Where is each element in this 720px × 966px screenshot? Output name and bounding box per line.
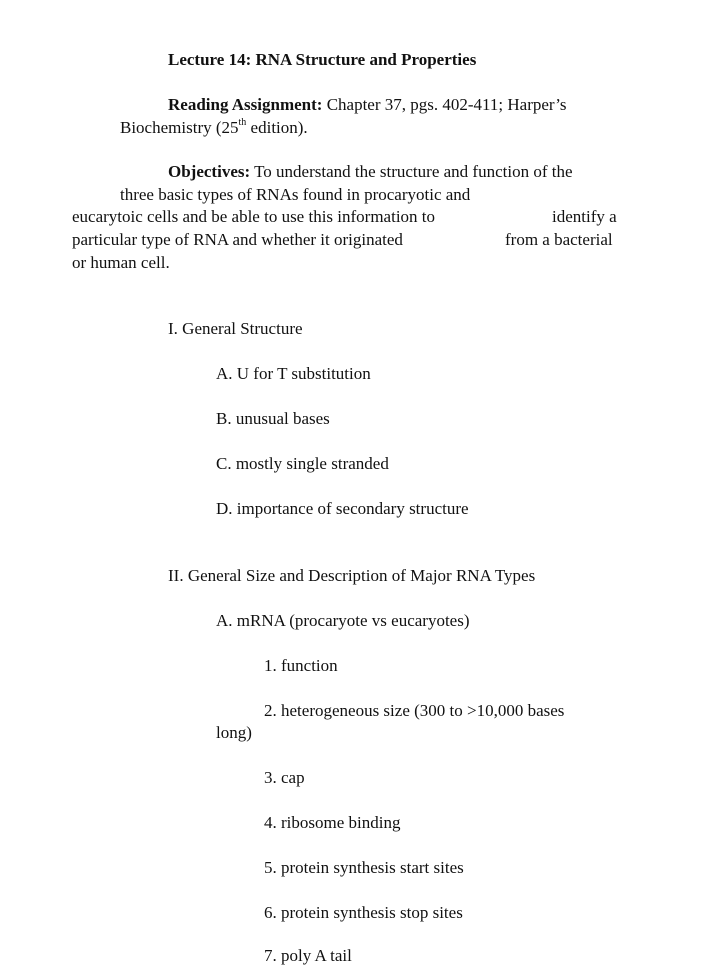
reading-text3: edition). xyxy=(246,118,308,137)
reading-assignment-line2 xyxy=(120,118,308,138)
reading-assignment-line1 xyxy=(168,95,567,115)
subitem: 3. cap xyxy=(264,768,305,787)
objectives-line3b: identify a xyxy=(552,207,617,226)
subitem: 4. ribosome binding xyxy=(264,813,401,832)
objectives-text: To understand the structure and function of the xyxy=(250,162,573,181)
subitem: 6. protein synthesis stop sites xyxy=(264,903,463,922)
subitem: 5. protein synthesis start sites xyxy=(264,858,464,877)
objectives-line4a: particular type of RNA and whether it originated xyxy=(72,230,403,249)
subitem: 2. heterogeneous size (300 to >10,000 bases xyxy=(264,701,565,720)
subitem: 1. function xyxy=(264,656,338,675)
objectives-line3a: eucarytoic cells and be able to use this information to xyxy=(72,207,436,226)
reading-label: Reading Assignment: xyxy=(168,95,323,114)
reading-text: Chapter 37, pgs. 402-411; Harper’s xyxy=(322,95,567,114)
section-1-item: B. unusual bases xyxy=(216,409,330,428)
objectives-line1 xyxy=(168,162,573,182)
edition-superscript: th xyxy=(238,117,247,129)
reading-text2: Biochemistry (25 xyxy=(120,118,239,137)
section-1-item: D. importance of secondary structure xyxy=(216,499,469,518)
objectives-line5: or human cell. xyxy=(72,253,170,272)
section-1-heading: I. General Structure xyxy=(168,319,303,338)
subitem-continuation: long) xyxy=(216,723,252,742)
subitem: 7. poly A tail xyxy=(264,946,352,965)
objectives-label: Objectives: xyxy=(168,162,251,181)
objectives-line2: three basic types of RNAs found in procaryotic and xyxy=(120,185,471,204)
section-1-item: A. U for T substitution xyxy=(216,364,371,383)
section-2-item-a: A. mRNA (procaryote vs eucaryotes) xyxy=(216,611,470,630)
section-2-heading: II. General Size and Description of Major RNA Types xyxy=(168,566,536,585)
objectives-line4b: from a bacterial xyxy=(505,230,613,249)
section-1-item: C. mostly single stranded xyxy=(216,454,389,473)
page-title: Lecture 14: RNA Structure and Properties xyxy=(168,50,477,69)
